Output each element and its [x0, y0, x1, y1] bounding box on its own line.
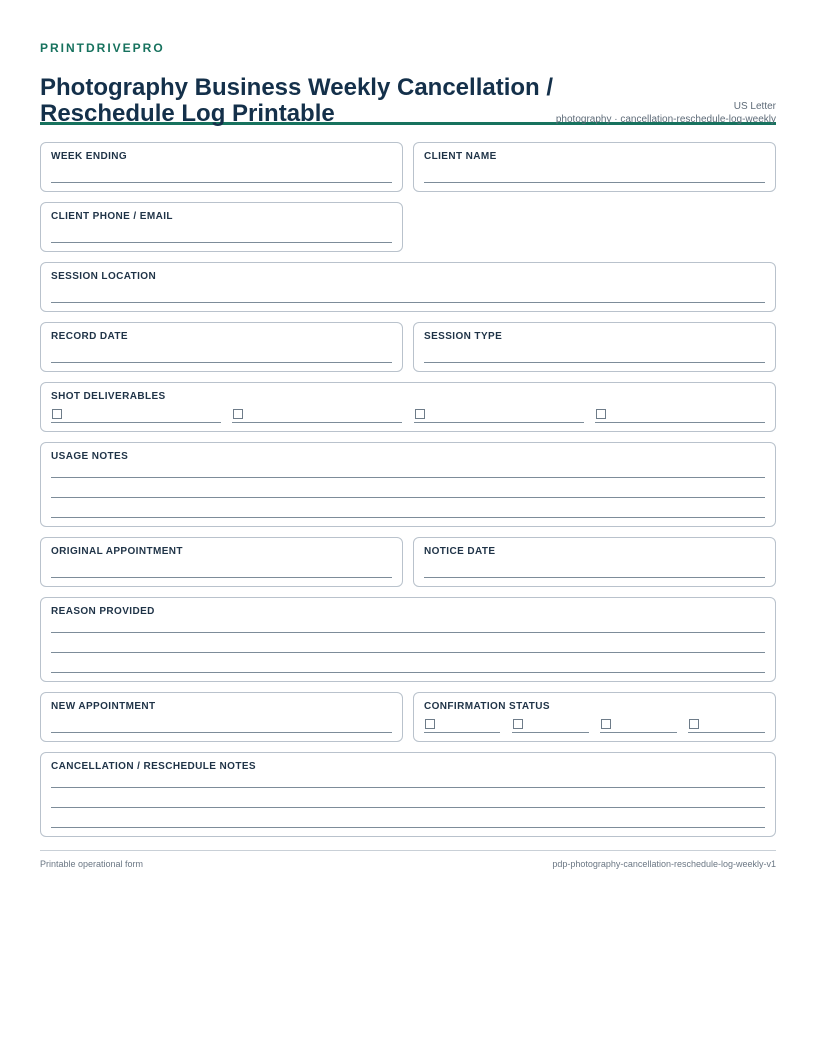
- confirmation-line-2[interactable]: [512, 732, 589, 733]
- confirmation-line-4[interactable]: [688, 732, 765, 733]
- session-type-line[interactable]: [424, 362, 765, 363]
- confirmation-line-3[interactable]: [600, 732, 677, 733]
- notes-line-3[interactable]: [51, 827, 765, 828]
- confirmation-checkbox-4[interactable]: [689, 719, 699, 729]
- usage-notes-line-1[interactable]: [51, 477, 765, 478]
- reason-line-2[interactable]: [51, 652, 765, 653]
- deliverable-line-3[interactable]: [414, 422, 584, 423]
- usage-notes-line-2[interactable]: [51, 497, 765, 498]
- original-appointment-field[interactable]: [40, 537, 403, 587]
- new-appointment-field[interactable]: [40, 692, 403, 742]
- session-type-label: SESSION TYPE: [424, 331, 503, 342]
- confirmation-checkbox-1[interactable]: [425, 719, 435, 729]
- week-ending-label: WEEK ENDING: [51, 151, 128, 162]
- client-contact-line[interactable]: [51, 242, 392, 243]
- reason-provided-label: REASON PROVIDED: [51, 606, 155, 617]
- client-contact-label: CLIENT PHONE / EMAIL: [51, 211, 173, 222]
- week-ending-field[interactable]: [40, 142, 403, 192]
- session-location-label: SESSION LOCATION: [51, 271, 157, 282]
- form-slug: photography · cancellation-reschedule-log-weekly: [555, 114, 776, 125]
- deliverable-line-1[interactable]: [51, 422, 221, 423]
- record-date-label: RECORD DATE: [51, 331, 128, 342]
- client-name-label: CLIENT NAME: [424, 151, 497, 162]
- form-page: [40, 40, 776, 125]
- deliverable-checkbox-4[interactable]: [596, 409, 606, 419]
- new-appointment-line[interactable]: [51, 732, 392, 733]
- header-meta: [556, 100, 776, 126]
- notice-date-field[interactable]: [413, 537, 776, 587]
- deliverable-checkbox-2[interactable]: [233, 409, 243, 419]
- cancellation-notes-field[interactable]: [40, 752, 776, 837]
- confirmation-checkbox-2[interactable]: [513, 719, 523, 729]
- footer-left-text: Printable operational form: [40, 859, 144, 869]
- reason-line-3[interactable]: [51, 672, 765, 673]
- notice-date-label: NOTICE DATE: [424, 546, 496, 557]
- deliverable-line-4[interactable]: [595, 422, 765, 423]
- session-type-field[interactable]: [413, 322, 776, 372]
- notes-line-1[interactable]: [51, 787, 765, 788]
- deliverable-checkbox-3[interactable]: [415, 409, 425, 419]
- client-name-field[interactable]: [413, 142, 776, 192]
- usage-notes-label: USAGE NOTES: [51, 451, 129, 462]
- session-location-line[interactable]: [51, 302, 765, 303]
- original-appointment-label: ORIGINAL APPOINTMENT: [51, 546, 183, 557]
- reason-line-1[interactable]: [51, 632, 765, 633]
- record-date-field[interactable]: [40, 322, 403, 372]
- confirmation-checkbox-3[interactable]: [601, 719, 611, 729]
- client-name-line[interactable]: [424, 182, 765, 183]
- deliverable-line-2[interactable]: [232, 422, 402, 423]
- notice-date-line[interactable]: [424, 577, 765, 578]
- notes-line-2[interactable]: [51, 807, 765, 808]
- paper-size: US Letter: [733, 101, 776, 112]
- client-contact-field[interactable]: [40, 202, 403, 252]
- footer-form-id: pdp-photography-cancellation-reschedule-log-weekly-v1: [552, 859, 776, 869]
- shot-deliverables-field: [40, 382, 776, 432]
- usage-notes-line-3[interactable]: [51, 517, 765, 518]
- confirmation-line-1[interactable]: [424, 732, 500, 733]
- original-appointment-line[interactable]: [51, 577, 392, 578]
- cancellation-notes-label: CANCELLATION / RESCHEDULE NOTES: [51, 761, 256, 772]
- session-location-field[interactable]: [40, 262, 776, 312]
- form-header: [40, 56, 776, 125]
- brand-name: PRINTDRIVEPRO: [40, 41, 165, 55]
- confirmation-status-label: CONFIRMATION STATUS: [424, 701, 550, 712]
- reason-provided-field[interactable]: [40, 597, 776, 682]
- deliverable-checkbox-1[interactable]: [52, 409, 62, 419]
- record-date-line[interactable]: [51, 362, 392, 363]
- usage-notes-field[interactable]: [40, 442, 776, 527]
- new-appointment-label: NEW APPOINTMENT: [51, 701, 156, 712]
- shot-deliverables-label: SHOT DELIVERABLES: [51, 391, 166, 402]
- confirmation-status-field: [413, 692, 776, 742]
- week-ending-line[interactable]: [51, 182, 392, 183]
- page-title: Photography Business Weekly Cancellation / Reschedule Log Printable: [40, 74, 554, 127]
- page-footer: [40, 850, 776, 869]
